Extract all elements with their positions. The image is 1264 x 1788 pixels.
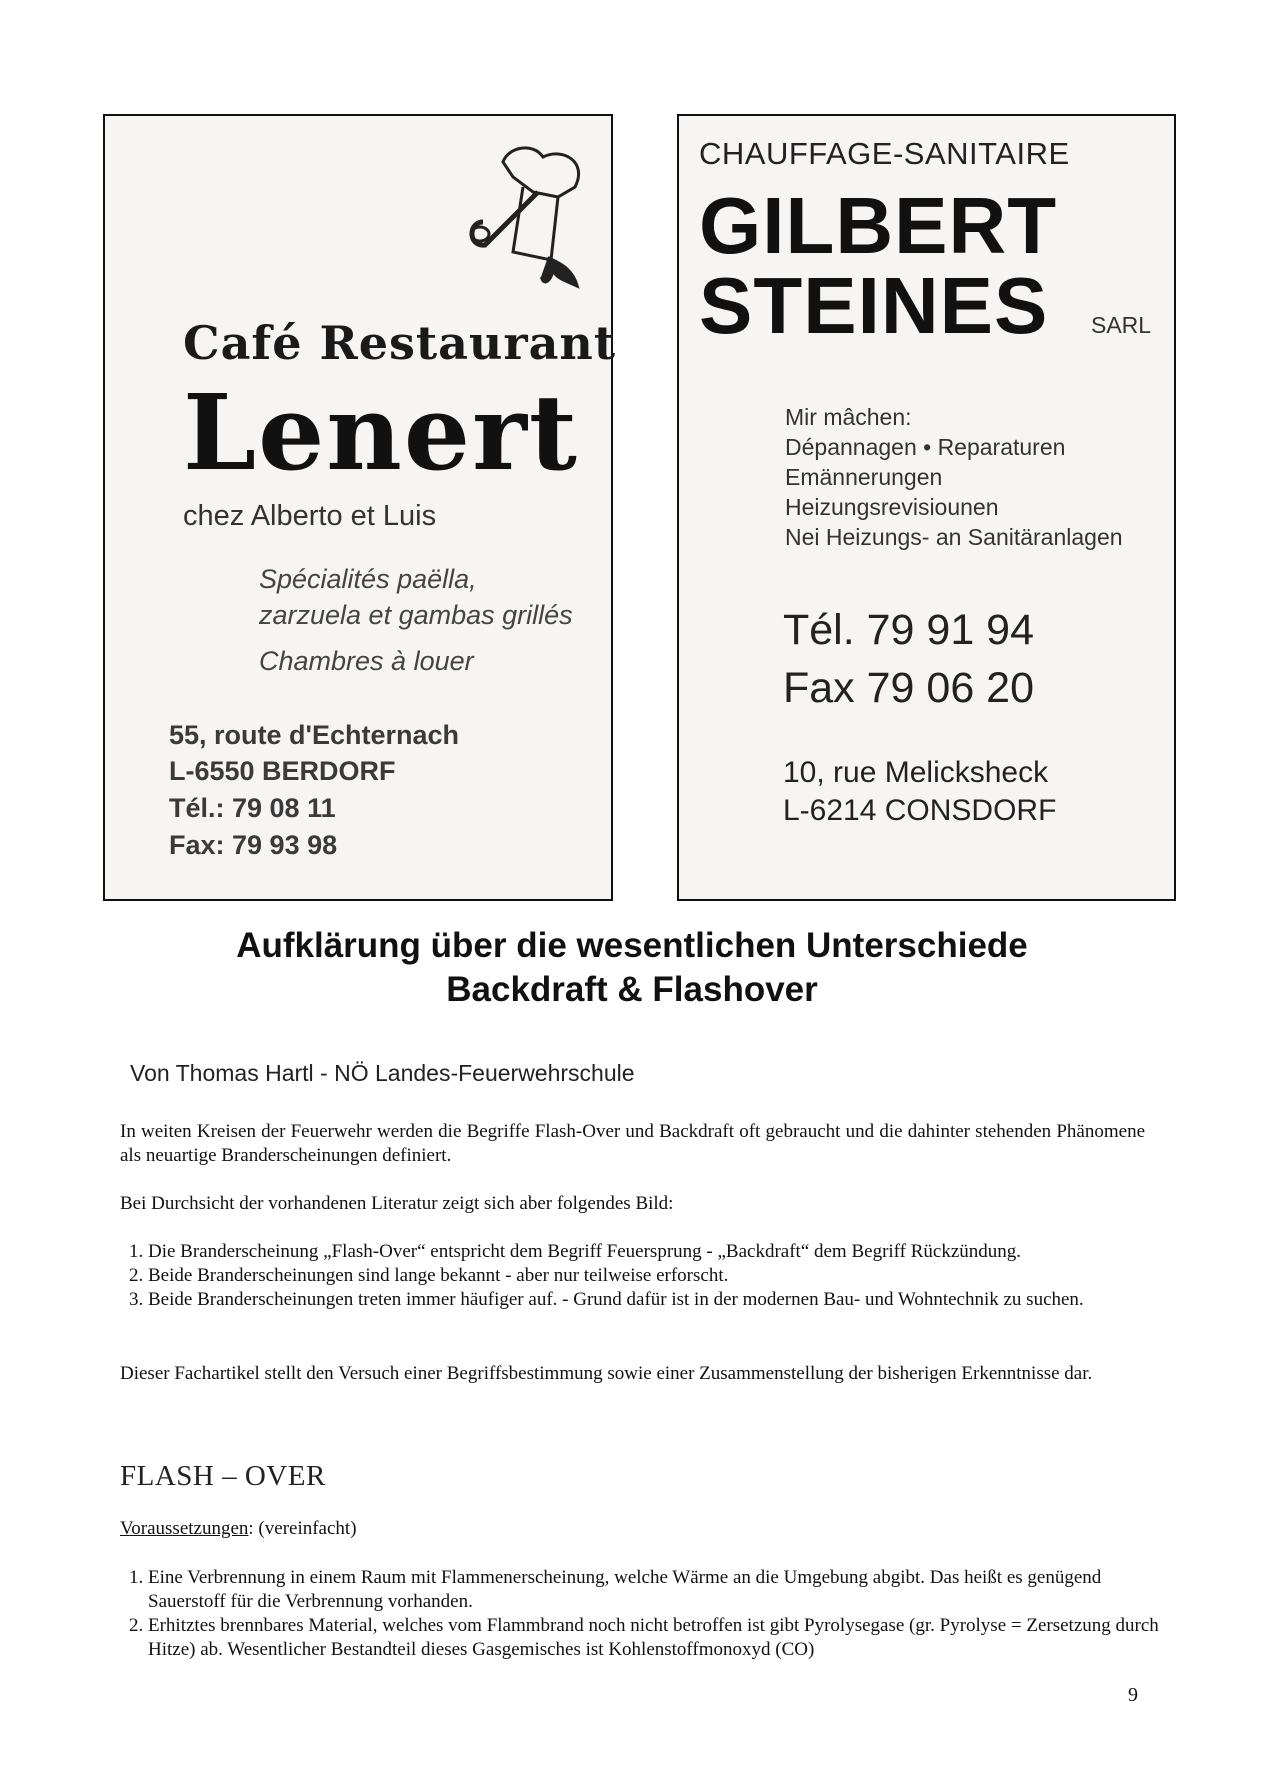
title-line-2: Backdraft & Flashover	[446, 970, 818, 1009]
company-name-first: GILBERT	[699, 181, 1058, 270]
company-name-last: STEINES	[699, 261, 1049, 350]
service-line-2: Emännerungen	[785, 464, 943, 490]
phone-number: Tél. 79 91 94	[783, 606, 1035, 654]
list-item: 1. Die Branderscheinung „Flash-Over“ entspricht dem Begriff Feuersprung - „Backdraft“ dem Begriff Rückzündung.	[148, 1240, 1173, 1264]
list-item: 2. Erhitztes brennbares Material, welches vom Flammbrand noch nicht betroffen ist gibt Pyrolysegase (gr. Pyrolyse = Zersetzung durch Hitze) ab. Wesentlicher Bestandteil dieses Gasgemisches ist Kohlenstoffmonoxyd (CO)	[148, 1614, 1173, 1662]
prerequisites-underlined: Voraussetzungen	[120, 1518, 249, 1539]
findings-list	[120, 1240, 1173, 1312]
page-number: 9	[1128, 1684, 1138, 1706]
restaurant-type-label: Café Restaurant	[183, 316, 617, 370]
services-intro: Mir mâchen:	[785, 404, 912, 430]
specialty-line-1: Spécialités paëlla,	[259, 564, 477, 594]
prerequisites-label	[120, 1518, 357, 1540]
intro-paragraph: In weiten Kreisen der Feuerwehr werden die Begriffe Flash-Over und Backdraft oft gebraucht und die dahinter stehenden Phänomene als neuartige Branderscheinungen definiert.	[120, 1121, 1145, 1166]
list-item: 1. Eine Verbrennung in einem Raum mit Flammenerscheinung, welche Wärme an die Umgebung abgibt. Das heißt es genügend Sauerstoff für die Verbrennung vorhanden.	[148, 1566, 1173, 1614]
company-trade: CHAUFFAGE-SANITAIRE	[699, 136, 1070, 171]
address-street: 55, route d'Echternach	[169, 720, 459, 750]
prerequisites-rest: : (vereinfacht)	[248, 1518, 357, 1539]
prerequisites-list	[120, 1566, 1173, 1662]
restaurant-owners: chez Alberto et Luis	[183, 500, 437, 532]
fax-number: Fax 79 06 20	[783, 664, 1035, 712]
fax-number: Fax: 79 93 98	[169, 830, 338, 860]
author-line: Von Thomas Hartl - NÖ Landes-Feuerwehrschule	[130, 1060, 635, 1086]
list-item: 2. Beide Branderscheinungen sind lange bekannt - aber nur teilweise erforscht.	[148, 1264, 1173, 1288]
address-city: L-6214 CONSDORF	[783, 794, 1057, 827]
title-line-1: Aufklärung über die wesentlichen Unterschiede	[236, 926, 1028, 965]
phone-number: Tél.: 79 08 11	[169, 793, 336, 823]
section-heading: FLASH – OVER	[120, 1460, 326, 1492]
rooms-line: Chambres à louer	[259, 646, 474, 676]
chef-hat-pipe-icon	[463, 142, 583, 292]
purpose-paragraph: Dieser Fachartikel stellt den Versuch einer Begriffsbestimmung sowie einer Zusammenstellung der bisherigen Erkenntnisse dar.	[120, 1363, 1093, 1384]
service-line-1: Dépannagen • Reparaturen	[785, 434, 1066, 460]
advertisement-cafe-restaurant-lenert	[103, 114, 617, 901]
address-city: L-6550 BERDORF	[169, 756, 396, 786]
service-line-4: Nei Heizungs- an Sanitäranlagen	[785, 524, 1123, 550]
advertisement-gilbert-steines	[677, 114, 1176, 901]
service-line-3: Heizungsrevisiounen	[785, 494, 999, 520]
specialty-line-2: zarzuela et gambas grillés	[259, 600, 573, 630]
article-title	[0, 924, 1264, 1012]
list-item: 3. Beide Branderscheinungen treten immer häufiger auf. - Grund dafür ist in der modernen Bau- und Wohntechnik zu suchen.	[148, 1288, 1173, 1312]
company-suffix: SARL	[1091, 312, 1152, 338]
address-street: 10, rue Melicksheck	[783, 756, 1049, 789]
literature-intro: Bei Durchsicht der vorhandenen Literatur zeigt sich aber folgendes Bild:	[120, 1193, 674, 1214]
restaurant-name: Lenert	[183, 371, 579, 494]
